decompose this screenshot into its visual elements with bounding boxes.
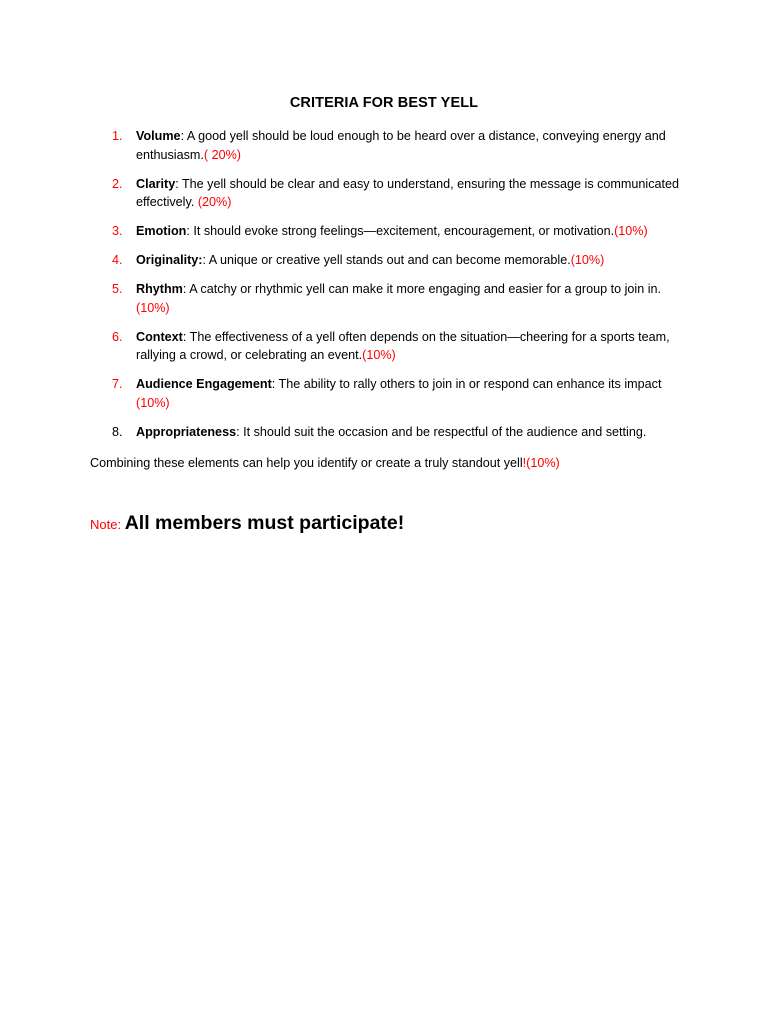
criteria-item-audience-engagement <box>0 375 768 412</box>
criteria-text: : It should suit the occasion and be respectful of the audience and setting. <box>236 424 647 439</box>
criteria-item-appropriateness <box>0 423 768 442</box>
criteria-label: Originality: <box>136 253 203 267</box>
criteria-label: Context <box>136 329 183 344</box>
criteria-label: Appropriateness <box>136 424 237 439</box>
criteria-text: : The effectiveness of a yell often depends on the situation—cheering for a sports team, rallying a crowd, or celebrating an event. <box>136 329 670 362</box>
criteria-weight: (10%) <box>362 348 396 362</box>
criteria-item-originality <box>0 251 768 270</box>
criteria-item-volume <box>0 127 768 164</box>
criteria-weight: (20%) <box>197 195 232 209</box>
criteria-label: Volume <box>136 129 181 143</box>
criteria-item-rhythm <box>0 280 768 317</box>
criteria-text: : The ability to rally others to join in or respond can enhance its impact <box>271 377 662 391</box>
closing-text: Combining these elements can help you identify or create a truly standout yell <box>90 456 523 470</box>
criteria-weight: (10%) <box>570 253 605 267</box>
criteria-text: : It should evoke strong feelings—excitement, encouragement, or motivation. <box>186 224 615 238</box>
criteria-number: 2. <box>112 176 123 191</box>
criteria-item-emotion <box>0 222 768 241</box>
criteria-number: 4. <box>112 253 123 267</box>
note-paragraph <box>90 512 404 535</box>
criteria-weight: (10%) <box>136 395 170 410</box>
criteria-item-context <box>0 328 768 365</box>
document-title: CRITERIA FOR BEST YELL <box>289 95 479 111</box>
criteria-weight: (10%) <box>614 224 648 238</box>
closing-paragraph <box>90 454 560 473</box>
criteria-text: : A unique or creative yell stands out and can become memorable. <box>202 253 571 267</box>
criteria-label: Clarity <box>136 176 176 191</box>
criteria-label: Audience Engagement <box>136 377 272 391</box>
criteria-number: 1. <box>112 129 123 143</box>
criteria-number: 7. <box>112 377 123 391</box>
closing-exclamation: ! <box>522 456 527 470</box>
criteria-number: 5. <box>112 282 123 296</box>
criteria-label: Rhythm <box>136 282 183 296</box>
note-label: Note: <box>90 517 125 532</box>
criteria-text: : The yell should be clear and easy to understand, ensuring the message is communicated effectively. <box>136 176 680 209</box>
criteria-text: : A good yell should be loud enough to be heard over a distance, conveying energy and enthusiasm. <box>136 129 666 162</box>
criteria-text: : A catchy or rhythmic yell can make it more engaging and easier for a group to join in. <box>182 282 662 296</box>
criteria-number: 3. <box>112 224 123 238</box>
criteria-weight: (10%) <box>136 300 170 315</box>
closing-weight: (10%) <box>526 456 560 470</box>
note-text: All members must participate! <box>124 512 405 534</box>
criteria-number: 8. <box>112 424 123 439</box>
criteria-label: Emotion <box>136 224 187 238</box>
criteria-item-clarity <box>0 175 768 212</box>
criteria-number: 6. <box>112 329 123 344</box>
criteria-weight: ( 20%) <box>203 147 241 162</box>
criteria-list <box>0 127 768 452</box>
